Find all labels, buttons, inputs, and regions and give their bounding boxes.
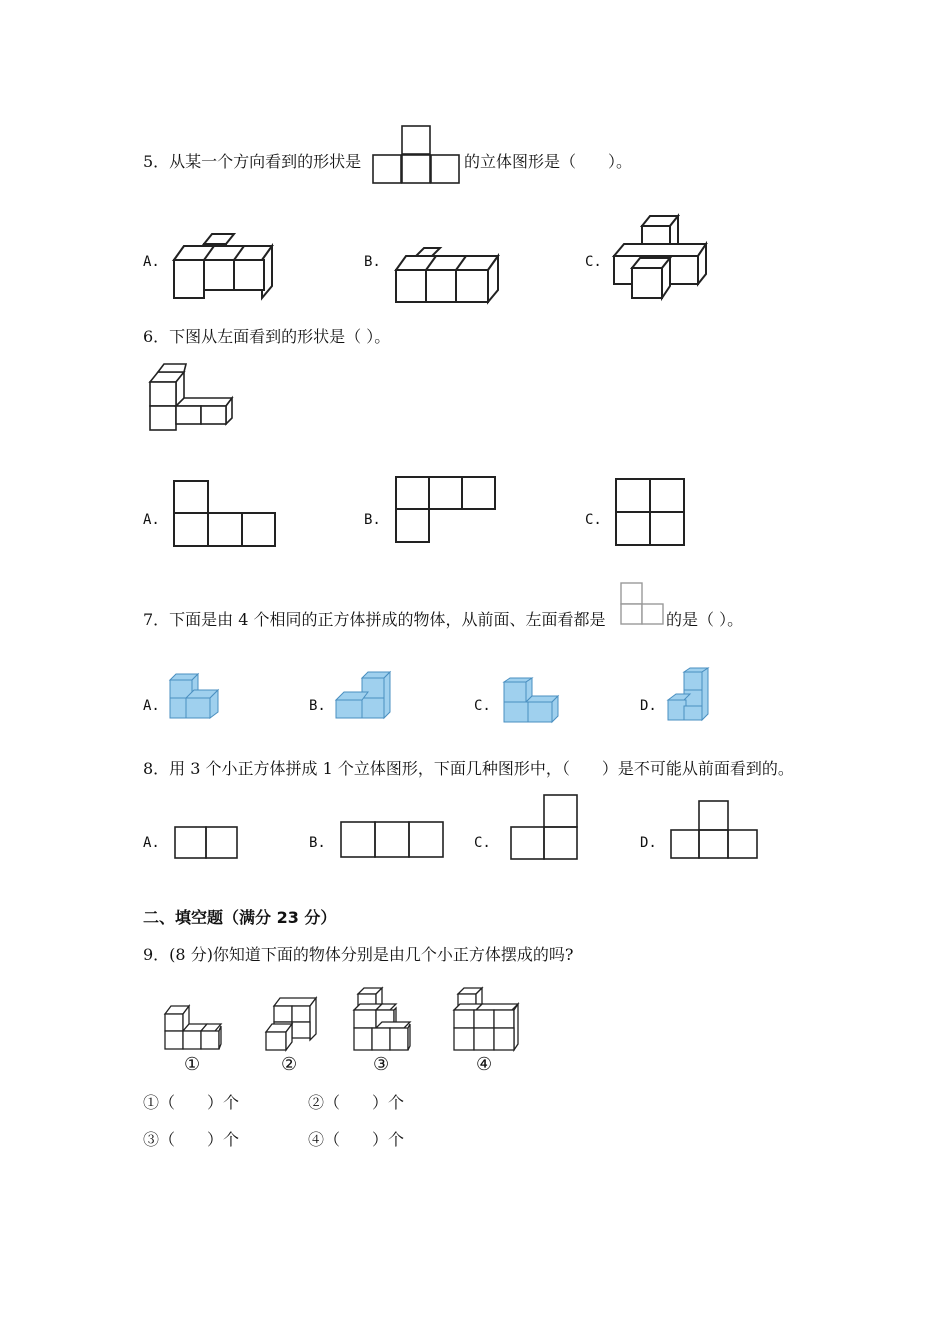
q6-option-b-label: B. xyxy=(364,512,381,528)
q7-option-c-label: C. xyxy=(474,698,491,714)
q9-blank-2: ②（ ）个 xyxy=(308,1093,405,1112)
q8-option-a-label: A. xyxy=(143,835,160,851)
q5-option-a-label: A. xyxy=(143,254,160,270)
q7-option-a-figure xyxy=(168,670,224,722)
q7-option-b-figure xyxy=(334,670,396,722)
q5-text-before: 5．从某一个方向看到的形状是 xyxy=(143,152,362,171)
q8-option-b-label: B. xyxy=(309,835,326,851)
q8-option-c-figure xyxy=(510,794,580,862)
q6-option-c-figure xyxy=(615,478,687,548)
q5-option-c-label: C. xyxy=(585,254,602,270)
q7-view-shape xyxy=(620,582,666,626)
q9-figure-1-label: ① xyxy=(184,1054,201,1075)
q9-text: 9．(8 分)你知道下面的物体分别是由几个小正方体摆成的吗? xyxy=(143,945,574,964)
q5-option-c-figure xyxy=(612,212,712,300)
q7-option-d-figure xyxy=(666,666,714,722)
q5-option-b-label: B. xyxy=(364,254,381,270)
q7-option-c-figure xyxy=(502,676,562,724)
q7-option-d-label: D. xyxy=(640,698,657,714)
q5-option-a-figure xyxy=(172,232,282,304)
q9-figure-2 xyxy=(264,996,320,1054)
q6-option-b-figure xyxy=(395,476,499,546)
q6-option-a-figure xyxy=(173,480,279,550)
section-title: 二、填空题（满分 23 分） xyxy=(143,908,337,927)
q7-text-before: 7．下面是由 4 个相同的正方体拼成的物体，从前面、左面看都是 xyxy=(143,610,606,629)
q9-figure-4-label: ④ xyxy=(476,1054,493,1075)
q8-text: 8．用 3 个小正方体拼成 1 个立体图形，下面几种图形中，（ ）是不可能从前面看到的。 xyxy=(143,759,794,778)
q5-option-b-figure xyxy=(394,246,504,304)
q8-option-c-label: C. xyxy=(474,835,491,851)
q9-figure-4 xyxy=(452,986,522,1054)
q8-option-d-label: D. xyxy=(640,835,657,851)
q6-text: 6．下图从左面看到的形状是（ ）。 xyxy=(143,327,391,346)
q5-view-shape xyxy=(372,126,460,186)
q8-option-d-figure xyxy=(670,800,760,860)
q6-option-a-label: A. xyxy=(143,512,160,528)
q7-option-b-label: B. xyxy=(309,698,326,714)
q9-figure-1 xyxy=(163,1000,225,1054)
q9-blank-3: ③（ ）个 xyxy=(143,1130,240,1149)
q5-text-after: 的立体图形是（ ）。 xyxy=(464,152,633,171)
q6-object-figure xyxy=(148,362,238,434)
q7-option-a-label: A. xyxy=(143,698,160,714)
q9-figure-2-label: ② xyxy=(281,1054,298,1075)
q7-text-after: 的是（ ）。 xyxy=(666,610,744,629)
q9-blank-1: ①（ ）个 xyxy=(143,1093,240,1112)
q6-option-c-label: C. xyxy=(585,512,602,528)
q9-blank-4: ④（ ）个 xyxy=(308,1130,405,1149)
q8-option-a-figure xyxy=(174,826,240,860)
q9-figure-3-label: ③ xyxy=(373,1054,390,1075)
q8-option-b-figure xyxy=(340,821,446,859)
q9-figure-3 xyxy=(352,986,414,1054)
